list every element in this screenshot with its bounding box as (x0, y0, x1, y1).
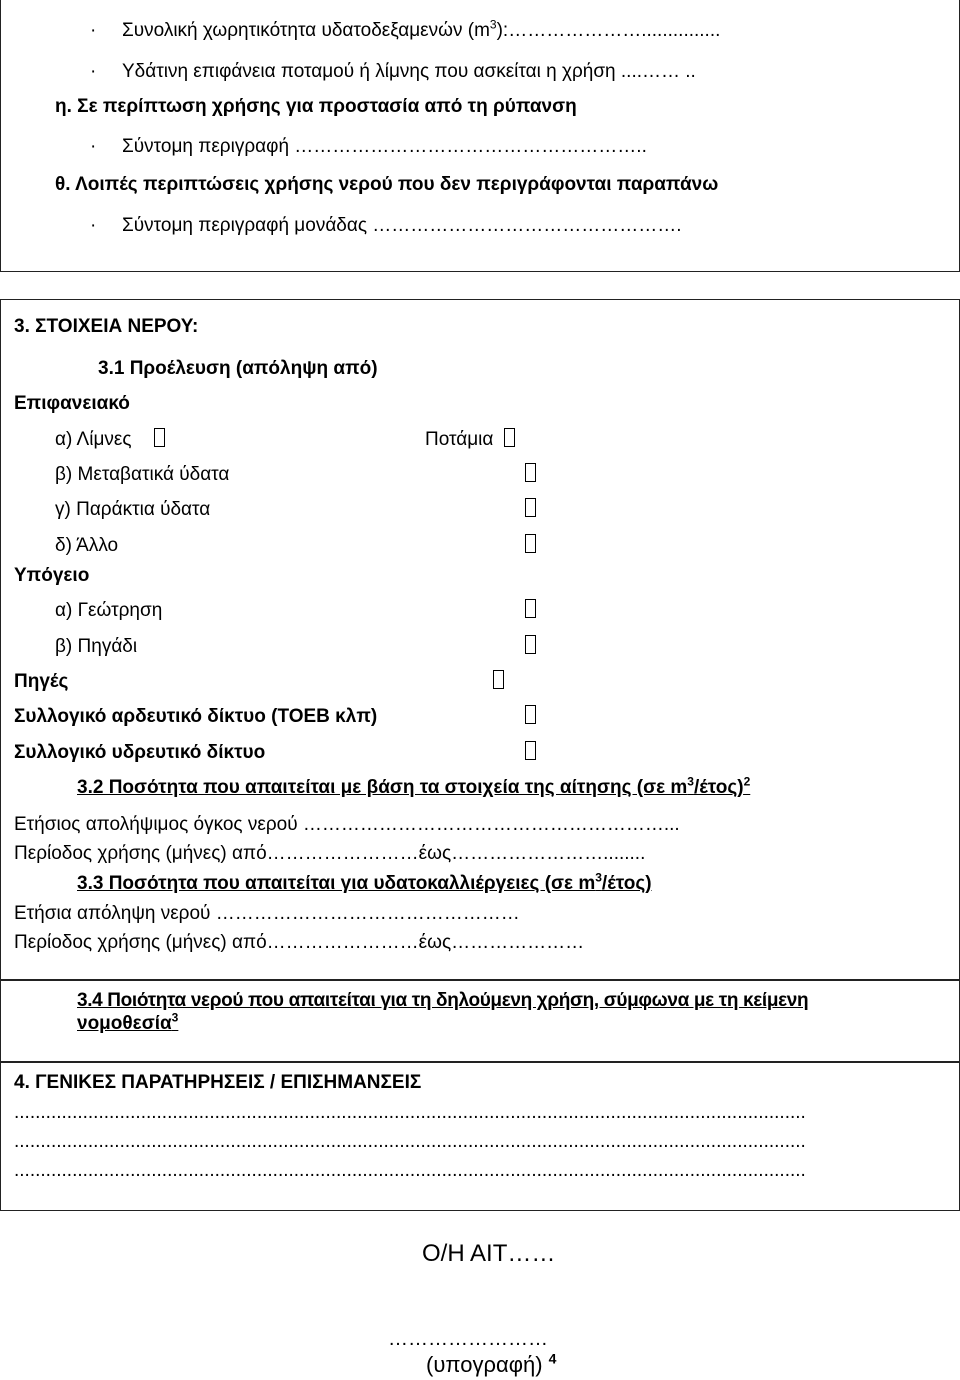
transitional-checkbox[interactable] (525, 463, 536, 482)
s34-title-line2: νομοθεσία$^3$ (77, 1010, 179, 1034)
bullet: · (90, 215, 97, 236)
period-field[interactable]: Περίοδος χρήσης (μήνες) από……………………έως……………………........ (14, 843, 646, 864)
section4-title: 4. ΓΕΝΙΚΕΣ ΠΑΡΑΤΗΡΗΣΕΙΣ / ΕΠΙΣΗΜΑΝΣΕΙΣ (14, 1072, 422, 1093)
other-label: δ) Άλλο (55, 535, 119, 556)
transitional-label: β) Μεταβατικά ύδατα (55, 464, 230, 485)
coastal-checkbox[interactable] (525, 498, 536, 517)
bullet: · (90, 136, 97, 157)
borehole-label: α) Γεώτρηση (55, 600, 163, 621)
s34-title-line1: 3.4 Ποιότητα νερού που απαιτείται για τη δηλούμενη χρήση, σύμφωνα με τη κείμενη (77, 990, 809, 1011)
signature-label: (υπογραφή) $^4$ (426, 1350, 557, 1377)
s33-title: 3.3 Ποσότητα που απαιτείται για υδατοκαλλιέργειες (σε $m^3/έ\tau o\varsigma$) (77, 870, 652, 894)
section-th-title: θ. Λοιπές περιπτώσεις χρήσης νερού που δεν περιγράφονται παραπάνω (55, 174, 719, 195)
water-network-checkbox[interactable] (525, 741, 536, 760)
springs-label: Πηγές (14, 671, 69, 692)
well-label: β) Πηγάδι (55, 636, 138, 657)
th-description-field[interactable]: Σύντομη περιγραφή μονάδας …………………………………………. (122, 215, 682, 236)
remarks-line-1[interactable]: ...................................................................................................................................................... (14, 1102, 806, 1123)
section3-title: 3. ΣΤΟΙΧΕΙΑ ΝΕΡΟΥ: (14, 316, 199, 337)
annual-abstraction-field[interactable]: Ετήσια απόληψη νερού ………………………………………… (14, 903, 520, 924)
bullet: · (90, 20, 97, 41)
lakes-checkbox[interactable] (154, 428, 165, 447)
irrigation-network-checkbox[interactable] (525, 705, 536, 724)
springs-checkbox[interactable] (493, 670, 504, 689)
s32-title: 3.2 Ποσότητα που απαιτείται με βάση τα στοιχεία της αίτησης (σε $m^3/έ\tau o\varsigma)^2$ (77, 774, 751, 798)
water-network-label: Συλλογικό υδρευτικό δίκτυο (14, 742, 266, 763)
water-surface-line: Υδάτινη επιφάνεια ποταμού ή λίμνης που ασκείται η χρήση ....…… .. (122, 61, 696, 82)
s31-title: 3.1 Προέλευση (απόληψη από) (98, 358, 378, 379)
other-checkbox[interactable] (525, 534, 536, 553)
rivers-checkbox[interactable] (504, 428, 515, 447)
period-field-2[interactable]: Περίοδος χρήσης (μήνες) από……………………έως………………… (14, 932, 585, 953)
well-checkbox[interactable] (525, 635, 536, 654)
irrigation-network-label: Συλλογικό αρδευτικό δίκτυο (ΤΟΕΒ κλπ) (14, 706, 378, 727)
tank-capacity-line: Συνολική χωρητικότητα υδατοδεξαμενών $(m^3):\dots\dots\dots\dots\dots\dots\dots$............... (122, 17, 721, 41)
lakes-label: α) Λίμνες (55, 429, 132, 450)
remarks-line-2[interactable]: ...................................................................................................................................................... (14, 1131, 806, 1152)
bullet: · (90, 61, 97, 82)
borehole-checkbox[interactable] (525, 599, 536, 618)
signature-line[interactable]: …………………… (388, 1328, 548, 1350)
applicant-label: Ο/Η ΑΙΤ…… (422, 1240, 556, 1267)
annual-volume-field[interactable]: Ετήσιος απολήψιμος όγκος νερού …………………………………………………... (14, 814, 680, 835)
remarks-line-3[interactable]: ...................................................................................................................................................... (14, 1160, 806, 1181)
h-description-field[interactable]: Σύντομη περιγραφή ……………………………………………….. (122, 136, 647, 157)
ground-label: Υπόγειο (14, 565, 90, 586)
section-h-title: η. Σε περίπτωση χρήσης για προστασία από τη ρύπανση (55, 96, 577, 117)
surface-label: Επιφανειακό (14, 393, 130, 414)
coastal-label: γ) Παράκτια ύδατα (55, 499, 211, 520)
rivers-label: Ποτάμια (425, 429, 494, 450)
